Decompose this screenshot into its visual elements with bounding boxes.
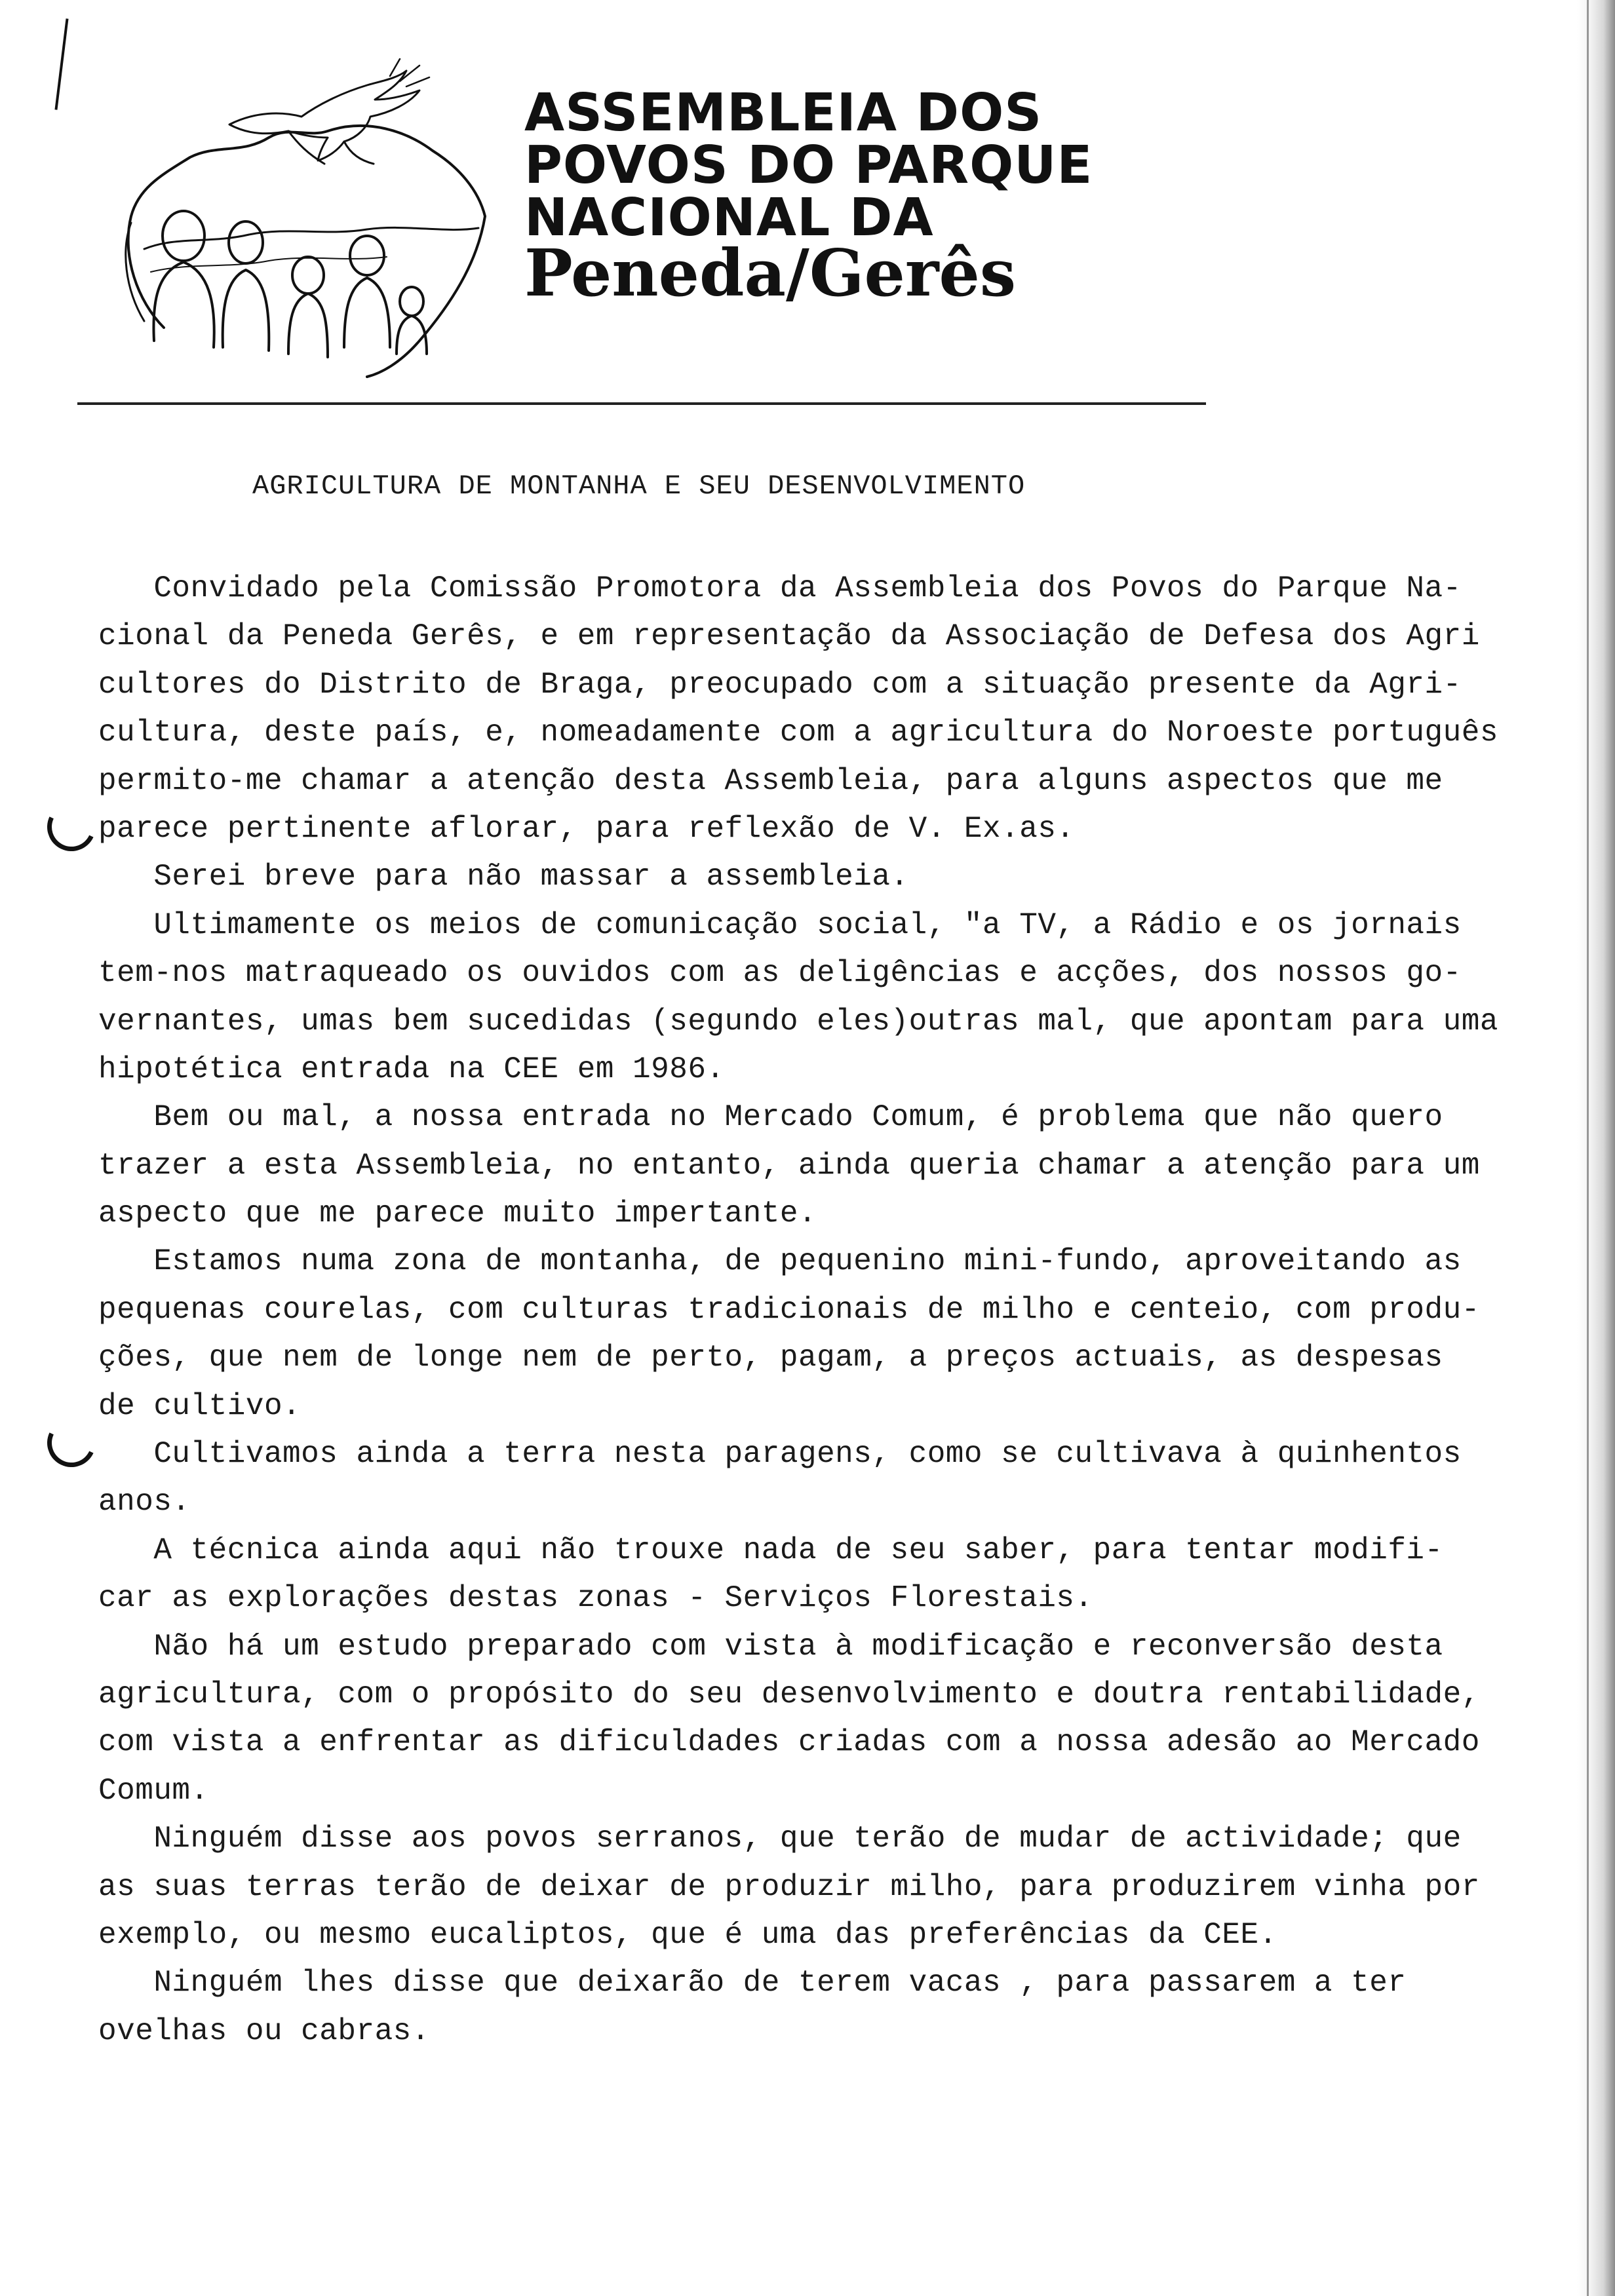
body-line: cultores do Distrito de Braga, preocupado com a situação presente da Agri- <box>98 667 1462 702</box>
body-line: Convidado pela Comissão Promotora da Assembleia dos Povos do Parque Na- <box>98 571 1462 605</box>
body-line: cional da Peneda Gerês, e em representação da Associação de Defesa dos Agri <box>98 619 1480 654</box>
body-line: Estamos numa zona de montanha, de pequenino mini-fundo, aproveitando as <box>98 1244 1462 1279</box>
document-title: AGRICULTURA DE MONTANHA E SEU DESENVOLVIMENTO <box>252 470 1026 502</box>
body-line: permito-me chamar a atenção desta Assembleia, para alguns aspectos que me <box>98 763 1443 798</box>
handwritten-slash-mark <box>54 18 68 109</box>
body-line: Serei breve para não massar a assembleia. <box>98 860 909 894</box>
body-line: com vista a enfrentar as dificuldades criadas com a nossa adesão ao Mercado <box>98 1725 1480 1760</box>
body-line: de cultivo. <box>98 1388 302 1423</box>
organization-name <box>524 83 1093 311</box>
handwritten-bracket-icon <box>41 1412 103 1474</box>
body-line: ovelhas ou cabras. <box>98 2014 430 2048</box>
body-line: A técnica ainda aqui não trouxe nada de seu saber, para tentar modifi- <box>98 1533 1443 1567</box>
body-line: Não há um estudo preparado com vista à modificação e reconversão desta <box>98 1629 1443 1664</box>
body-line: Comum. <box>98 1773 209 1808</box>
body-line: exemplo, ou mesmo eucaliptos, que é uma das preferências da CEE. <box>98 1917 1277 1952</box>
body-line: tem-nos matraqueado os ouvidos com as deligências e acções, dos nossos go- <box>98 956 1462 991</box>
body-line: trazer a esta Assembleia, no entanto, ainda queria chamar a atenção para um <box>98 1148 1480 1183</box>
body-line: Bem ou mal, a nossa entrada no Mercado Comum, é problema que não quero <box>98 1100 1443 1135</box>
body-line: as suas terras terão de deixar de produzir milho, para produzirem vinha por <box>98 1869 1480 1904</box>
org-name-line-3: NACIONAL DA <box>524 187 934 248</box>
scan-edge-line <box>1587 0 1589 2296</box>
body-line: vernantes, umas bem sucedidas (segundo eles)outras mal, que apontam para uma <box>98 1004 1498 1039</box>
body-line: Cultivamos ainda a terra nesta paragens, como se cultivava à quinhentos <box>98 1437 1462 1472</box>
body-line: Ninguém disse aos povos serranos, que terão de mudar de actividade; que <box>98 1822 1462 1856</box>
scan-edge-shadow <box>1577 0 1615 2296</box>
body-line: aspecto que me parece muito impertante. <box>98 1196 817 1231</box>
body-line: pequenas courelas, com culturas tradicionais de milho e centeio, com produ- <box>98 1292 1480 1327</box>
body-line: Ultimamente os meios de comunicação social, "a TV, a Rádio e os jornais <box>98 908 1462 942</box>
org-place-name: Peneda/Gerês <box>524 236 1017 311</box>
org-name-line-2: POVOS DO PARQUE <box>524 135 1093 195</box>
org-name-line-1: ASSEMBLEIA DOS <box>524 83 1043 143</box>
body-line: anos. <box>98 1485 191 1520</box>
body-line: cultura, deste país, e, nomeadamente com a agricultura do Noroeste português <box>98 716 1498 750</box>
header-divider <box>77 402 1206 405</box>
body-line: ções, que nem de longe nem de perto, pagam, a preços actuais, as despesas <box>98 1341 1443 1375</box>
body-line: agricultura, com o propósito do seu desenvolvimento e doutra rentabilidade, <box>98 1677 1480 1712</box>
eagle-mountain-people-logo-icon <box>92 39 498 380</box>
body-line: car as explorações destas zonas - Serviços Florestais. <box>98 1581 1093 1616</box>
body-line: hipotética entrada na CEE em 1986. <box>98 1052 725 1086</box>
body-line: parece pertinente aflorar, para reflexão de V. Ex.as. <box>98 811 1075 846</box>
handwritten-bracket-icon <box>41 796 103 858</box>
document-body <box>98 565 1566 2056</box>
body-line: Ninguém lhes disse que deixarão de terem vacas , para passarem a ter <box>98 1966 1407 2000</box>
